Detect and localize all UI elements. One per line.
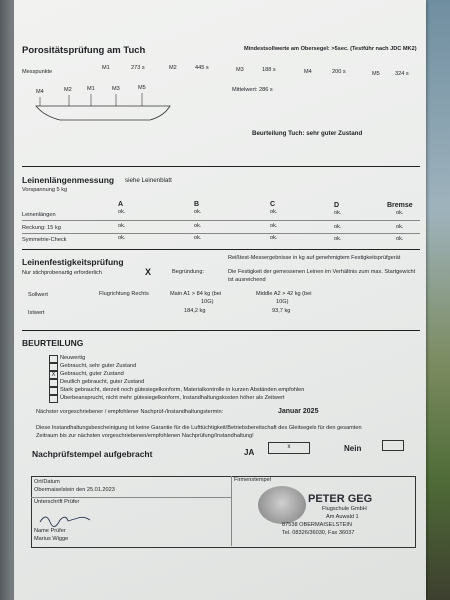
actual-label: Istwert bbox=[28, 310, 45, 316]
m2-value: 445 s bbox=[195, 65, 209, 71]
diag-label-m4: M4 bbox=[36, 89, 44, 95]
sample-mark: X bbox=[145, 267, 152, 277]
line-length-sub: siehe Leinenblatt bbox=[125, 177, 172, 184]
disclaimer-1: Diese Instandhaltungsbescheinigung ist keine Garantie für die Lufttüchtigkeit/Betriebsbereitschaft des Gleitsegels für den gesamten bbox=[36, 425, 362, 431]
main-a1-req: Main A1 > 84 kg (bei bbox=[170, 291, 222, 297]
option-label: Stark gebraucht, derzeit noch gütesiegelkonform, Materialkontrolle in kurzen Abständen empfohlen bbox=[60, 387, 305, 393]
option-checkbox[interactable]: X bbox=[49, 371, 58, 379]
reason-text-2: ist ausreichend bbox=[228, 277, 266, 283]
option-label: Überbeansprucht, nicht mehr gütesiegelkonform, Instandhaltungskosten höher als Zeitwert bbox=[60, 395, 285, 401]
stamp-title: Nachprüfstempel aufgebracht bbox=[32, 449, 153, 459]
porosity-mean: Mittelwert: 286 s bbox=[232, 87, 273, 93]
cell: ok. bbox=[396, 210, 404, 216]
cell: ok. bbox=[270, 223, 278, 229]
m1-label: M1 bbox=[102, 65, 110, 71]
diag-label-m3: M3 bbox=[112, 86, 120, 92]
cell: ok. bbox=[396, 236, 404, 242]
place-date-label: Ort/Datum bbox=[34, 479, 60, 485]
col-a: A bbox=[118, 201, 124, 208]
middle-a2-req: Middle A2 > 42 kg (bei bbox=[256, 291, 312, 297]
cell: ok. bbox=[194, 209, 202, 215]
main-a1-req-2: 10G) bbox=[201, 299, 214, 305]
actual-a1: 184,2 kg bbox=[184, 308, 206, 314]
porosity-assessment: Beurteilung Tuch: sehr guter Zustand bbox=[252, 130, 363, 137]
col-d: D bbox=[334, 202, 340, 209]
stamp-line: 87538 OBERMAISELSTEIN bbox=[282, 522, 352, 528]
target-label: Sollwert bbox=[28, 292, 48, 298]
disclaimer-2: Zeitraum bis zur nächsten vorgeschriebenen/empfohlenen Nachprüfung/Instandhaltung! bbox=[36, 433, 254, 439]
flight-direction: Flugrichtung Rechts bbox=[99, 291, 149, 297]
no-label: Nein bbox=[344, 444, 362, 453]
col-c: C bbox=[270, 201, 276, 208]
cell: ok. bbox=[270, 235, 278, 241]
m4-label: M4 bbox=[304, 69, 312, 75]
cell: ok. bbox=[194, 223, 202, 229]
m3-value: 188 s bbox=[262, 67, 276, 73]
porosity-min-values: Mindestsollwerte am Obersegel: >5sec. (Testführ nach JDC MK2) bbox=[244, 46, 417, 52]
stamp-company: PETER GEG bbox=[308, 493, 373, 505]
messpunkte-label: Messpunkte bbox=[22, 69, 53, 75]
diag-label-m1: M1 bbox=[87, 86, 95, 92]
option-label: Gebraucht, sehr guter Zustand bbox=[60, 363, 137, 369]
wing-diagram bbox=[32, 82, 182, 124]
stamp-line: Flugschule GmbH bbox=[322, 506, 367, 512]
strength-sample-note: Nur stichprobenartig erforderlich bbox=[22, 270, 102, 276]
line-length-title: Leinenlängenmessung bbox=[22, 175, 115, 185]
option-label: Neuwertig bbox=[60, 355, 86, 361]
yes-label: JA bbox=[244, 448, 255, 457]
option-label: Gebraucht, guter Zustand bbox=[60, 371, 124, 377]
divider bbox=[31, 497, 231, 498]
reason-label: Begründung: bbox=[172, 269, 205, 275]
cell: ok. bbox=[396, 224, 404, 230]
signature-label: Unterschrift Prüfer bbox=[34, 499, 80, 505]
strength-title: Leinenfestigkeitsprüfung bbox=[22, 257, 124, 267]
row-label: Symmetrie-Check bbox=[22, 237, 67, 243]
pretension-label: Vorspannung 5 kg bbox=[22, 187, 68, 193]
m4-value: 200 s bbox=[332, 69, 346, 75]
m3-label: M3 bbox=[236, 67, 244, 73]
m5-label: M5 bbox=[372, 71, 380, 77]
actual-a2: 93,7 kg bbox=[272, 308, 291, 314]
divider bbox=[231, 476, 232, 546]
reason-text-1: Die Festigkeit der gemessenen Leinen im Verhältnis zum max. Startgewicht bbox=[228, 269, 416, 275]
porosity-title: Porositätsprüfung am Tuch bbox=[22, 45, 146, 56]
divider bbox=[22, 220, 420, 221]
divider bbox=[22, 233, 420, 234]
cell: ok. bbox=[334, 236, 342, 242]
option-checkbox[interactable] bbox=[49, 363, 58, 371]
inspector-name: Marius Wigge bbox=[34, 536, 69, 542]
col-b: B bbox=[194, 201, 200, 208]
assessment-title: BEURTEILUNG bbox=[22, 338, 84, 348]
cell: ok. bbox=[194, 235, 202, 241]
option-label: Deutlich gebraucht, guter Zustand bbox=[60, 379, 145, 385]
m1-value: 273 s bbox=[131, 65, 145, 71]
m5-value: 324 s bbox=[395, 71, 409, 77]
m2-label: M2 bbox=[169, 65, 177, 71]
no-box[interactable] bbox=[382, 440, 404, 451]
cell: ok. bbox=[118, 209, 126, 215]
next-inspection-label: Nächster vorgeschriebener / empfohlener Nachprüf-/Instandhaltungstermin: bbox=[36, 409, 224, 415]
stamp-logo bbox=[258, 486, 306, 524]
inspector-name-label: Name Prüfer bbox=[34, 528, 66, 534]
stamp-line: Am Auwald 1 bbox=[326, 514, 359, 520]
row-label: Leinenlängen bbox=[22, 212, 56, 218]
cell: ok. bbox=[118, 223, 126, 229]
divider bbox=[22, 249, 420, 250]
cell: ok. bbox=[118, 235, 126, 241]
cell: ok. bbox=[334, 210, 342, 216]
row-label: Reckung: 15 kg bbox=[22, 225, 61, 231]
option-checkbox[interactable] bbox=[49, 355, 58, 363]
stamp-line: Tel. 08326/36030, Fax 36037 bbox=[282, 530, 355, 536]
cell: ok. bbox=[270, 209, 278, 215]
option-checkbox[interactable] bbox=[49, 395, 58, 403]
next-inspection-date: Januar 2025 bbox=[278, 408, 319, 415]
yes-box[interactable]: x bbox=[268, 442, 310, 454]
divider bbox=[22, 166, 420, 167]
cell: ok. bbox=[334, 224, 342, 230]
option-checkbox[interactable] bbox=[49, 379, 58, 387]
strength-reiss-note: Reißtest-Messergebnisse in kg auf genehmigtem Festigkeitsprüfgerät bbox=[228, 255, 401, 261]
document-page bbox=[14, 0, 426, 600]
middle-a2-req-2: 10G) bbox=[276, 299, 289, 305]
diag-label-m2: M2 bbox=[64, 87, 72, 93]
place-date-value: Obermaiselstein den 25.01.2023 bbox=[34, 487, 115, 493]
divider bbox=[22, 330, 420, 331]
col-bremse: Bremse bbox=[387, 202, 413, 209]
diag-label-m5: M5 bbox=[138, 85, 146, 91]
background-right bbox=[426, 0, 450, 600]
company-stamp-label: Firmenstempel bbox=[234, 477, 271, 483]
signature bbox=[38, 510, 98, 528]
option-checkbox[interactable] bbox=[49, 387, 58, 395]
